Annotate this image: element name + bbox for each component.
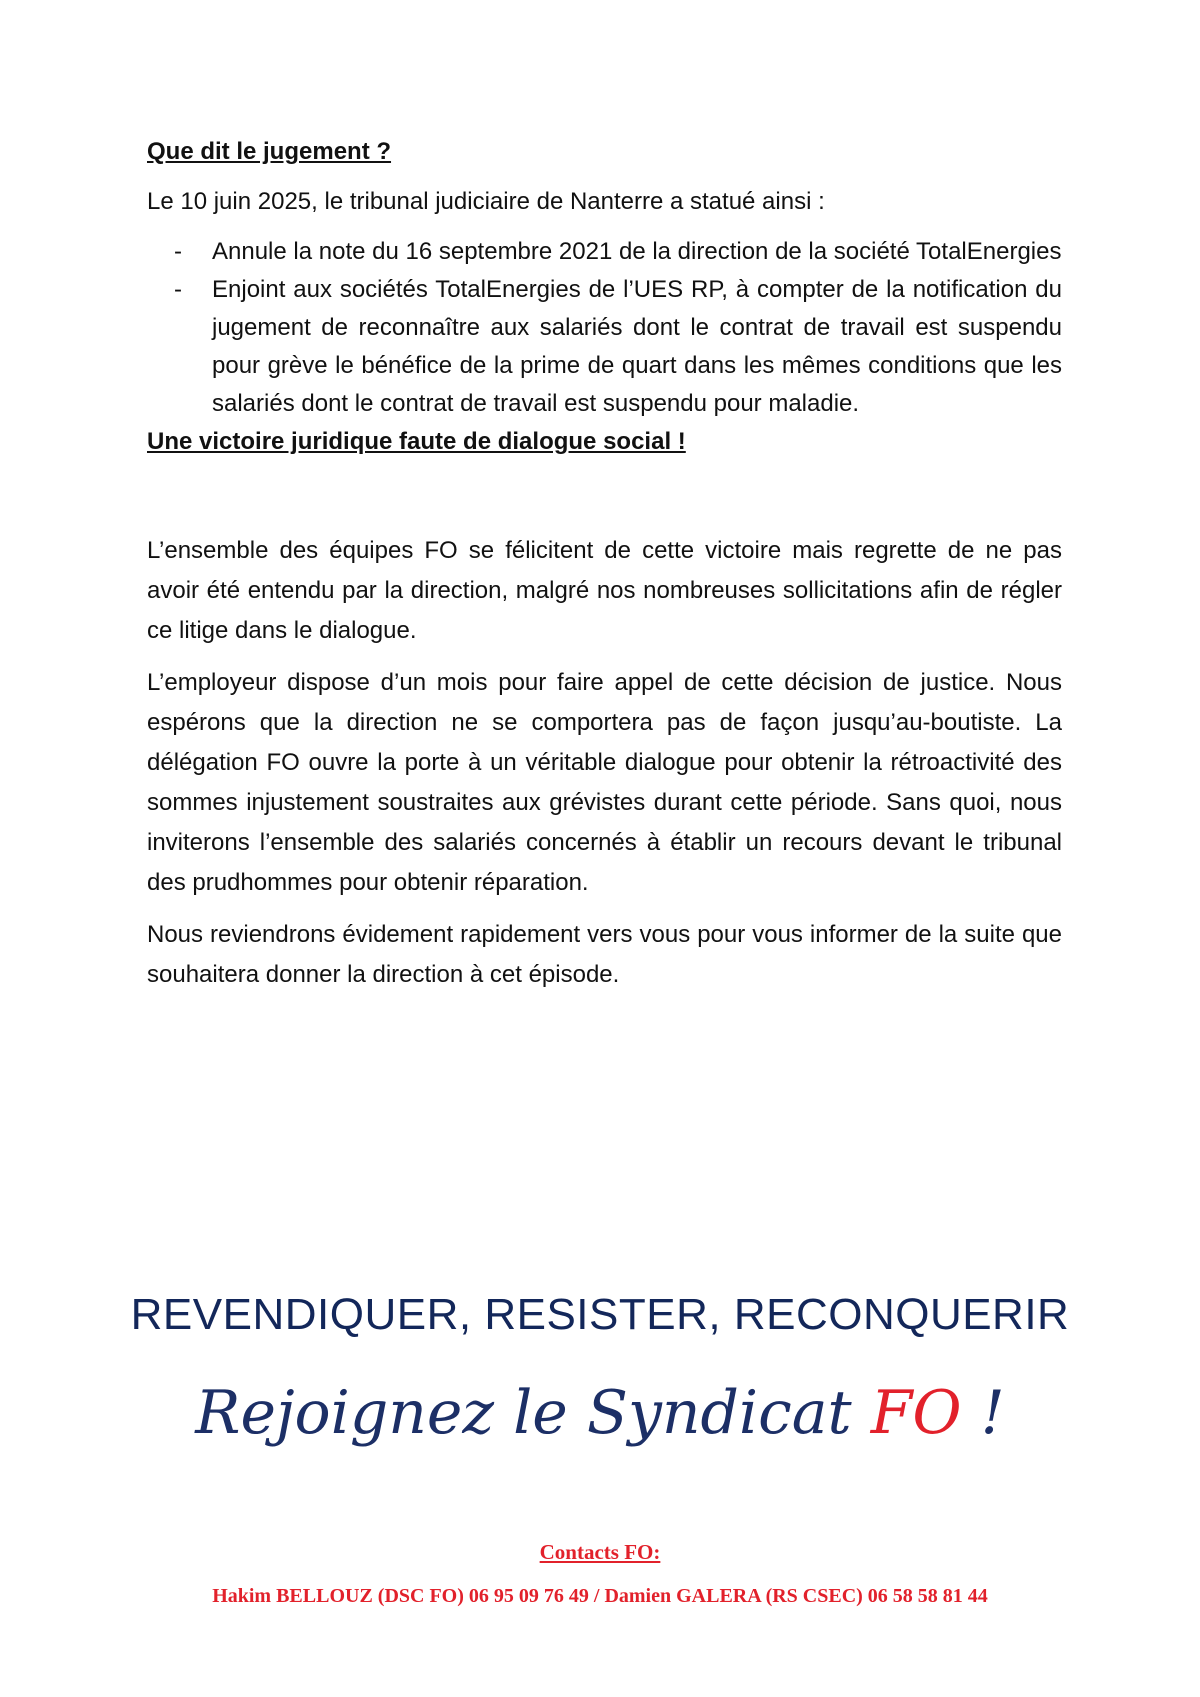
- section-heading-victory: Une victoire juridique faute de dialogue social !: [147, 428, 686, 455]
- contacts-label: Contacts FO:: [539, 1540, 661, 1564]
- rulings-list: [147, 233, 1062, 423]
- list-item: - Enjoint aux sociétés TotalEnergies de l’UES RP, à compter de la notification du jugement de reconnaître aux salariés dont le contrat de travail est suspendu pour grève le bénéfice de la prime de quart dans les mêmes conditions que les salariés dont le contrat de travail est suspendu pour maladie.: [147, 271, 1062, 423]
- join-exclamation: !: [980, 1378, 1005, 1448]
- paragraph: L’ensemble des équipes FO se félicitent de cette victoire mais regrette de ne pas avoir été entendu par la direction, malgré nos nombreuses sollicitations afin de régler ce litige dans le dialogue.: [147, 537, 1062, 644]
- list-item: - Annule la note du 16 septembre 2021 de la direction de la société TotalEnergies: [147, 233, 1062, 271]
- section-heading-judgment: Que dit le jugement ?: [147, 138, 392, 165]
- paragraph: Nous reviendrons évidement rapidement vers vous pour vous informer de la suite que souhaitera donner la direction à cet épisode.: [147, 921, 1062, 988]
- fo-text: FO: [870, 1378, 962, 1448]
- join-text: Rejoignez le Syndicat: [195, 1378, 852, 1448]
- join-union-callout: [0, 1378, 1200, 1448]
- slogan: REVENDIQUER, RESISTER, RECONQUERIR: [130, 1290, 1070, 1339]
- paragraph: L’employeur dispose d’un mois pour faire appel de cette décision de justice. Nous espérons que la direction ne se comportera pas de façon jusqu’au-boutiste. La délégation FO ouvre la porte à un véritable dialogue pour obtenir la rétroactivité des sommes injustement soustraites aux grévistes durant cette période. Sans quoi, nous inviterons l’ensemble des salariés concernés à établir un recours devant le tribunal des prudhommes pour obtenir réparation.: [147, 669, 1062, 896]
- judgment-intro: Le 10 juin 2025, le tribunal judiciaire de Nanterre a statué ainsi :: [147, 188, 825, 215]
- main-content: [147, 133, 1062, 995]
- contacts-line: Hakim BELLOUZ (DSC FO) 06 95 09 76 49 / Damien GALERA (RS CSEC) 06 58 58 81 44: [212, 1585, 988, 1607]
